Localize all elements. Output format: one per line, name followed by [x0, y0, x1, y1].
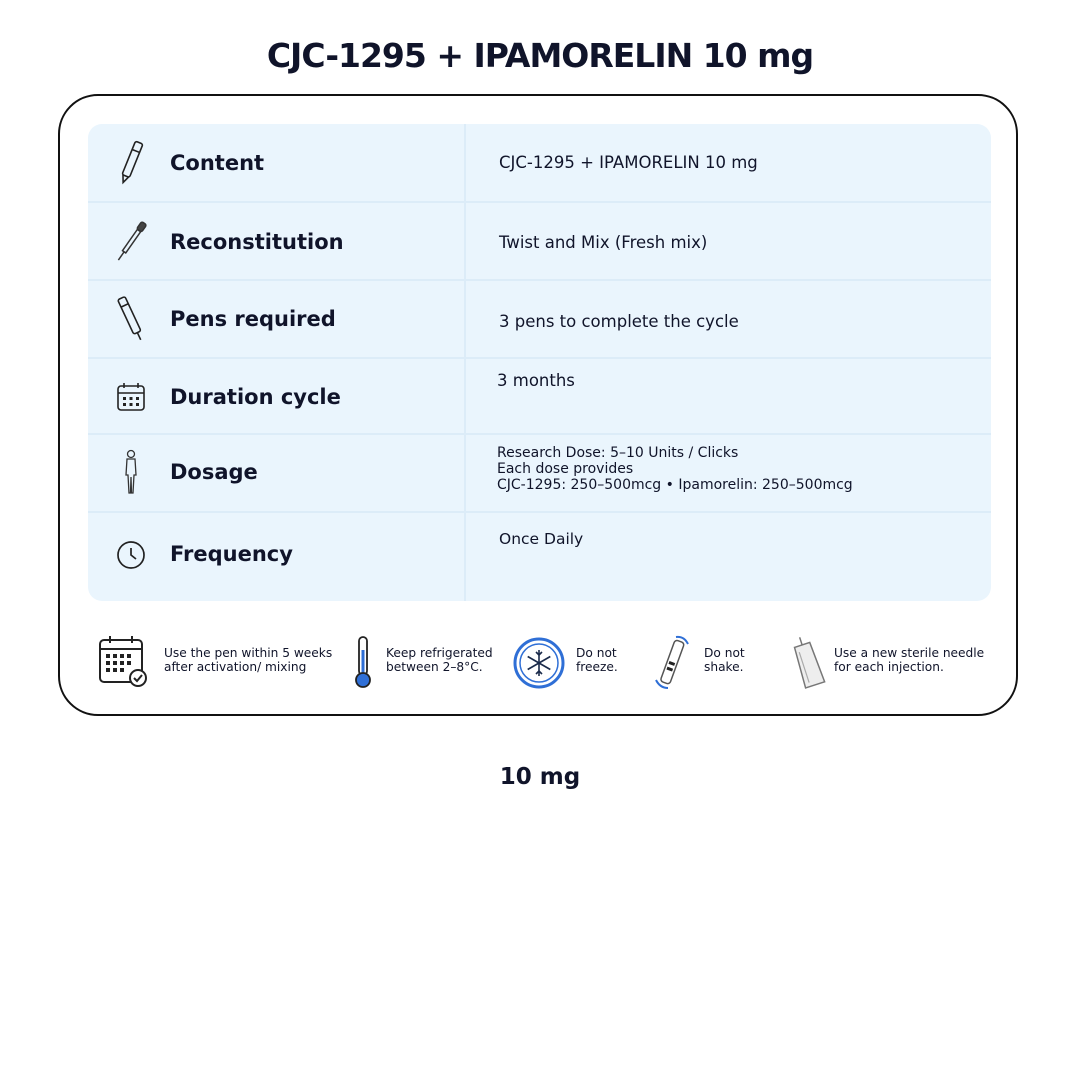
row-value: 3 months [497, 371, 575, 390]
row-content [88, 124, 991, 203]
page-title: CJC-1295 + IPAMORELIN 10 mg [266, 36, 814, 75]
row-label: Content [170, 151, 265, 175]
care-line: Do not [576, 646, 617, 660]
care-line: Use a new sterile needle [834, 646, 985, 660]
dosage-values [497, 445, 853, 493]
row-pens-required [88, 281, 991, 359]
pen-icon [114, 138, 148, 188]
thermometer-icon [350, 634, 376, 694]
dropper-pipette-icon [114, 217, 148, 267]
care-text [834, 646, 984, 674]
row-reconstitution [88, 203, 991, 281]
care-item [788, 634, 998, 698]
dosage-line: CJC-1295: 250–500mcg • Ipamorelin: 250–500mcg [497, 477, 853, 493]
row-dosage [88, 435, 991, 513]
clock-icon [114, 530, 148, 580]
care-item [98, 634, 338, 698]
row-frequency [88, 513, 991, 601]
shake-pen-icon [650, 634, 694, 696]
care-line: Do not [704, 646, 745, 660]
row-label: Dosage [170, 460, 258, 484]
care-line: shake. [704, 660, 744, 674]
product-info-card [58, 94, 1018, 716]
row-value: CJC-1295 + IPAMORELIN 10 mg [499, 153, 758, 172]
care-line: for each injection. [834, 660, 944, 674]
care-line: after activation/ mixing [164, 660, 307, 674]
injection-pen-icon [114, 294, 148, 344]
row-label: Duration cycle [170, 385, 341, 409]
care-text [576, 646, 618, 674]
care-instructions [60, 634, 1020, 698]
needle-icon [788, 634, 828, 696]
snowflake-icon [512, 636, 566, 694]
care-item [650, 634, 780, 698]
dosage-line: Research Dose: 5–10 Units / Clicks [497, 445, 739, 461]
care-line: between 2–8°C. [386, 660, 483, 674]
care-text [704, 646, 745, 674]
dosage-subtitle: 10 mg [499, 764, 581, 790]
care-line: Keep refrigerated [386, 646, 493, 660]
row-value: 3 pens to complete the cycle [499, 312, 739, 331]
row-label: Reconstitution [170, 230, 344, 254]
dosage-line: Each dose provides [497, 461, 634, 477]
care-item [512, 634, 642, 698]
row-duration-cycle [88, 359, 991, 435]
care-text [386, 646, 493, 674]
care-text [164, 646, 332, 674]
row-label: Pens required [170, 307, 336, 331]
row-label: Frequency [170, 542, 293, 566]
human-body-icon [114, 447, 148, 497]
row-value: Once Daily [499, 530, 584, 548]
care-item [350, 634, 500, 698]
care-line: Use the pen within 5 weeks [164, 646, 333, 660]
calendar-icon [114, 372, 148, 422]
row-value: Twist and Mix (Fresh mix) [499, 233, 708, 252]
care-line: freeze. [576, 660, 618, 674]
calendar-check-icon [98, 634, 150, 694]
info-table [88, 124, 991, 601]
